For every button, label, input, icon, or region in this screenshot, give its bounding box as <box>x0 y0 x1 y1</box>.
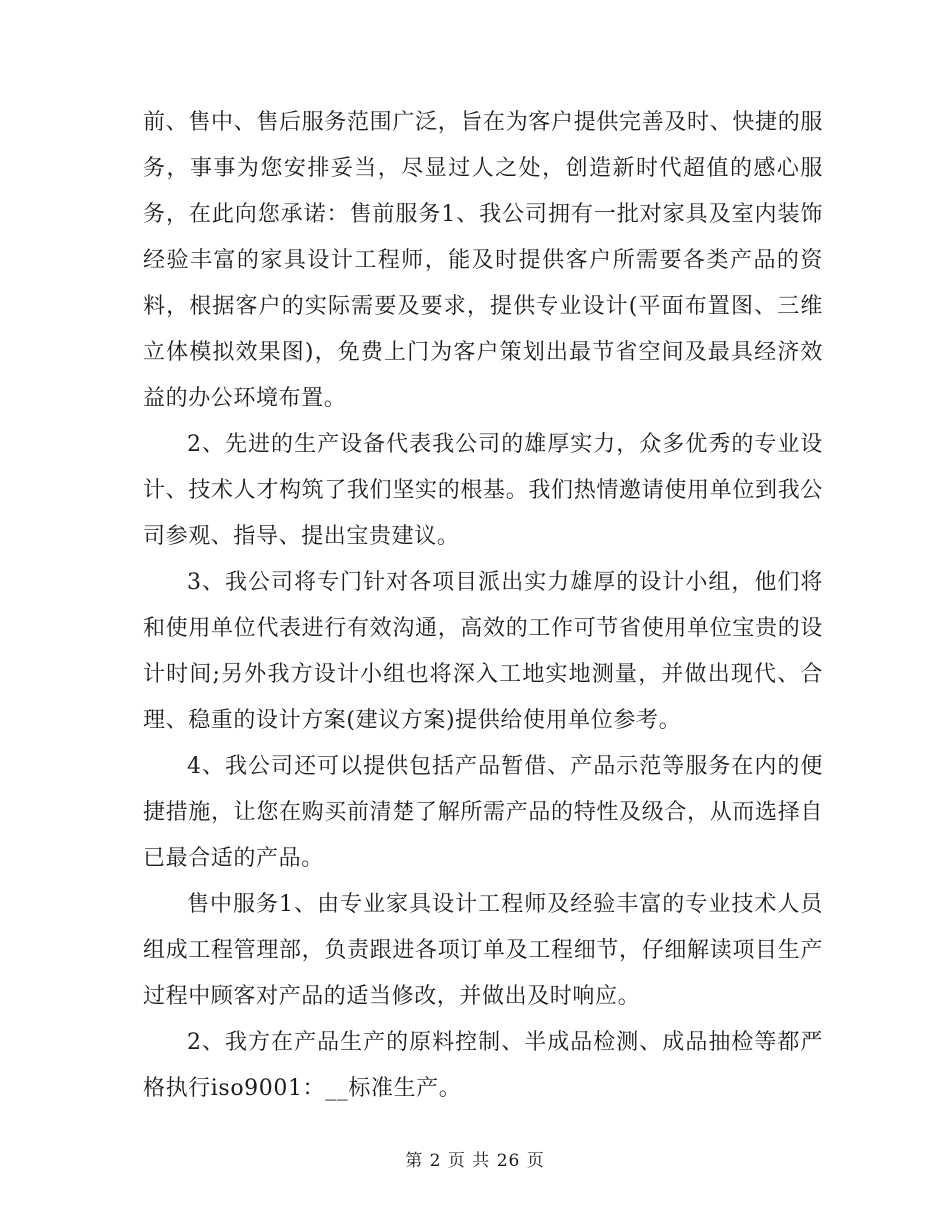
page-footer: 第 2 页 共 26 页 <box>405 1151 545 1171</box>
paragraph-2: 2、先进的生产设备代表我公司的雄厚实力，众多优秀的专业设计、技术人才构筑了我们坚实的根基。我们热情邀请使用单位到我公司参观、指导、提出宝贵建议。 <box>143 432 823 549</box>
paragraph-3: 3、我公司将专门针对各项目派出实力雄厚的设计小组，他们将和使用单位代表进行有效沟通，高效的工作可节省使用单位宝贵的设计时间;另外我方设计小组也将深入工地实地测量，并做出现代、合理、稳重的设计方案(建议方案)提供给使用单位参考。 <box>143 570 823 733</box>
paragraph-4: 4、我公司还可以提供包括产品暂借、产品示范等服务在内的便捷措施，让您在购买前清楚了解所需产品的特性及级合，从而选择自已最合适的产品。 <box>143 754 823 871</box>
paragraph-5: 售中服务1、由专业家具设计工程师及经验丰富的专业技术人员组成工程管理部，负责跟进各项订单及工程细节，仔细解读项目生产过程中顾客对产品的适当修改，并做出及时响应。 <box>143 892 823 1009</box>
paragraph-6: 2、我方在产品生产的原料控制、半成品检测、成品抽检等都严格执行iso9001：__标准生产。 <box>143 1030 823 1101</box>
document-body <box>143 100 823 1112</box>
paragraph-1: 前、售中、售后服务范围广泛，旨在为客户提供完善及时、快捷的服务，事事为您安排妥当，尽显过人之处，创造新时代超值的感心服务，在此向您承诺：售前服务1、我公司拥有一批对家具及室内装饰经验丰富的家具设计工程师，能及时提供客户所需要各类产品的资料，根据客户的实际需要及要求，提供专业设计(平面布置图、三维立体模拟效果图)，免费上门为客户策划出最节省空间及最具经济效益的办公环境布置。 <box>143 110 823 411</box>
